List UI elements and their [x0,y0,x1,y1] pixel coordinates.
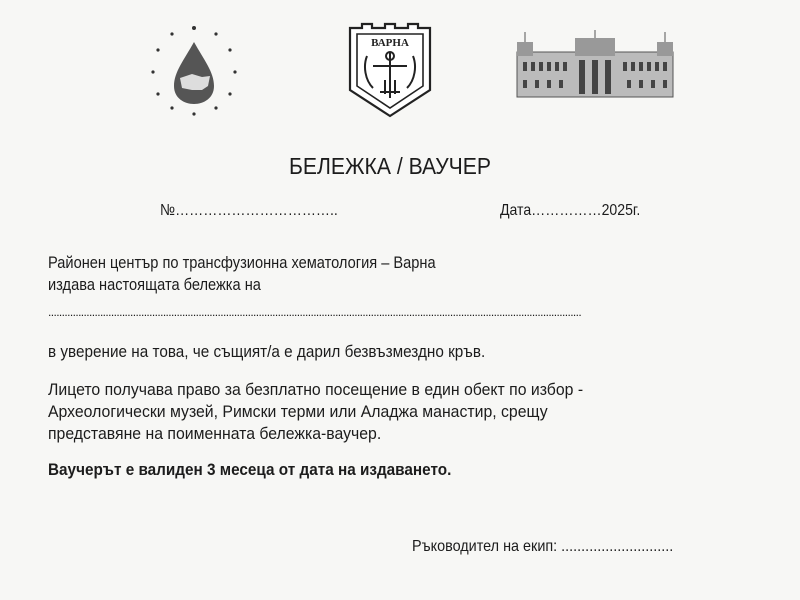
recipient-name-field[interactable]: ................................................................................................................................................................................................... [48,305,582,319]
varna-coat-of-arms [345,22,435,118]
body-line-1: Районен център по трансфузионна хематология – Варна [48,253,436,272]
body-line-3: в уверение на това, че същият/а е дарил безвъзмездно кръв. [48,342,486,361]
number-field[interactable]: №…………………………….. [160,202,338,219]
body-line-6: представяне на поименната бележка-ваучер. [48,424,382,443]
date-field[interactable]: Дата……………2025г. [500,202,641,219]
coat-of-arms-text: ВАРНА [371,37,409,49]
document-title: БЕЛЕЖКА / ВАУЧЕР [289,153,491,179]
body-line-2: издава настоящата бележка на [48,275,261,294]
building-illustration [515,30,675,100]
body-line-5: Археологически музей, Римски терми или Аладжа манастир, срещу [48,402,548,421]
blood-drop-logo [140,20,250,120]
validity-note: Ваучерът е валиден 3 месеца от дата на издаването. [48,460,452,479]
signature-field[interactable]: Ръководител на екип: ............................ [412,538,674,555]
body-line-4: Лицето получава право за безплатно посещение в един обект по избор - [48,380,584,399]
